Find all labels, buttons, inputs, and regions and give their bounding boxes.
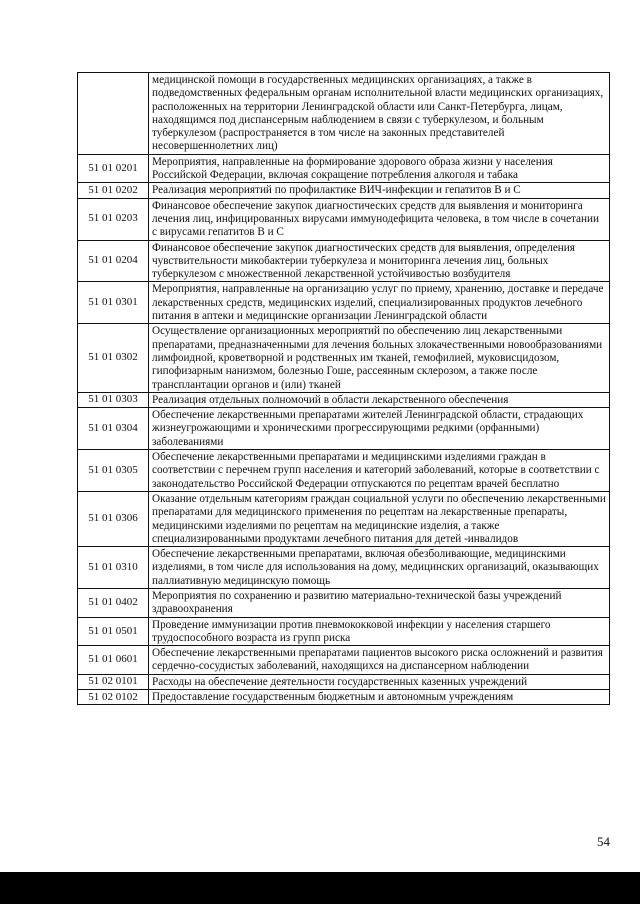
table-row (78, 240, 610, 282)
row-description: медицинской помощи в государственных медицинских организациях, а также в подведомственных федеральным органам исполнительной власти медицинских организациях, расположенных на территории Ленинградской области или Санкт-Петербурга, лицам, находящимся под диспансерным наблюдением в связи с туберкулезом, и больным туберкулезом (распространяется в том числе на законных представителей несовершеннолетних лиц) (149, 73, 610, 155)
row-code: 51 01 0301 (78, 282, 149, 324)
row-code: 51 01 0304 (78, 408, 149, 450)
table-row (78, 282, 610, 324)
row-code: 51 01 0310 (78, 547, 149, 589)
row-code: 51 01 0302 (78, 324, 149, 392)
row-code: 51 01 0204 (78, 240, 149, 282)
table-row (78, 547, 610, 589)
row-code: 51 01 0601 (78, 646, 149, 675)
table-body (78, 73, 610, 705)
row-description: Осуществление организационных мероприятий по обеспечению лиц лекарственными препаратами, предназначенными для лечения больных злокачественными новообразованиями лимфоидной, кроветворной и родственных им тканей, гемофилией, муковисцидозом, гипофизарным нанизмом, болезнью Гоше, рассеянным склерозом, а также после трансплантации органов и (или) тканей (149, 324, 610, 392)
row-code: 51 01 0201 (78, 154, 149, 183)
row-code (78, 73, 149, 155)
row-description: Расходы на обеспечение деятельности государственных казенных учреждений (149, 674, 610, 689)
table-row (78, 588, 610, 617)
scan-bottom-bar (0, 872, 640, 904)
page-number: 54 (597, 834, 610, 849)
table-row (78, 183, 610, 198)
row-code: 51 02 0101 (78, 674, 149, 689)
table-row (78, 73, 610, 155)
table-row (78, 392, 610, 407)
row-description: Обеспечение лекарственными препаратами, включая обезболивающие, медицинскими изделиями, в том числе для использования на дому, медицинских организаций, оказывающих паллиативную медицинскую помощь (149, 547, 610, 589)
row-description: Обеспечение лекарственными препаратами пациентов высокого риска осложнений и развития сердечно-сосудистых заболеваний, находящихся на диспансерном наблюдении (149, 646, 610, 675)
table-row (78, 324, 610, 392)
row-description: Предоставление государственным бюджетным и автономным учреждениям (149, 690, 610, 705)
row-code: 51 01 0305 (78, 450, 149, 492)
row-code: 51 01 0306 (78, 491, 149, 546)
table-row (78, 617, 610, 646)
table-row (78, 198, 610, 240)
table-row (78, 674, 610, 689)
table-row (78, 646, 610, 675)
row-description: Мероприятия, направленные на формирование здорового образа жизни у населения Российской Федерации, включая сокращение потребления алкоголя и табака (149, 154, 610, 183)
row-description: Мероприятия по сохранению и развитию материально-технической базы учреждений здравоохранения (149, 588, 610, 617)
row-code: 51 01 0203 (78, 198, 149, 240)
table-row (78, 491, 610, 546)
row-code: 51 01 0202 (78, 183, 149, 198)
row-code: 51 02 0102 (78, 690, 149, 705)
table-row (78, 154, 610, 183)
row-description: Обеспечение лекарственными препаратами жителей Ленинградской области, страдающих жизнеугрожающими и хроническими прогрессирующими редкими (орфанными) заболеваниями (149, 408, 610, 450)
budget-codes-table (77, 72, 610, 705)
table-row (78, 408, 610, 450)
table-row (78, 450, 610, 492)
row-code: 51 01 0303 (78, 392, 149, 407)
row-description: Проведение иммунизации против пневмококковой инфекции у населения старшего трудоспособного возраста из групп риска (149, 617, 610, 646)
row-code: 51 01 0402 (78, 588, 149, 617)
row-description: Оказание отдельным категориям граждан социальной услуги по обеспечению лекарственными препаратами для медицинского применения по рецептам на лекарственные препараты, медицинскими изделиями по рецептам на медицинские изделия, а также специализированными продуктами лечебного питания для детей -инвалидов (149, 491, 610, 546)
row-description: Финансовое обеспечение закупок диагностических средств для выявления, определения чувствительности микобактерии туберкулеза и мониторинга лечения лиц, больных туберкулезом с множественной лекарственной устойчивостью возбудителя (149, 240, 610, 282)
row-description: Реализация отдельных полномочий в области лекарственного обеспечения (149, 392, 610, 407)
row-description: Обеспечение лекарственными препаратами и медицинскими изделиями граждан в соответствии с перечнем групп населения и категорий заболеваний, которые в соответствии с законодательство Российской Федерации отпускаются по рецептам врачей бесплатно (149, 450, 610, 492)
row-description: Финансовое обеспечение закупок диагностических средств для выявления и мониторинга лечения лиц, инфицированных вирусами иммунодефицита человека, в том числе в сочетании с вирусами гепатитов В и С (149, 198, 610, 240)
row-description: Реализация мероприятий по профилактике ВИЧ-инфекции и гепатитов В и С (149, 183, 610, 198)
table-row (78, 690, 610, 705)
row-code: 51 01 0501 (78, 617, 149, 646)
row-description: Мероприятия, направленные на организацию услуг по приему, хранению, доставке и передаче лекарственных средств, медицинских изделий, специализированных продуктов лечебного питания в аптеки и медицинские организации Ленинградской области (149, 282, 610, 324)
